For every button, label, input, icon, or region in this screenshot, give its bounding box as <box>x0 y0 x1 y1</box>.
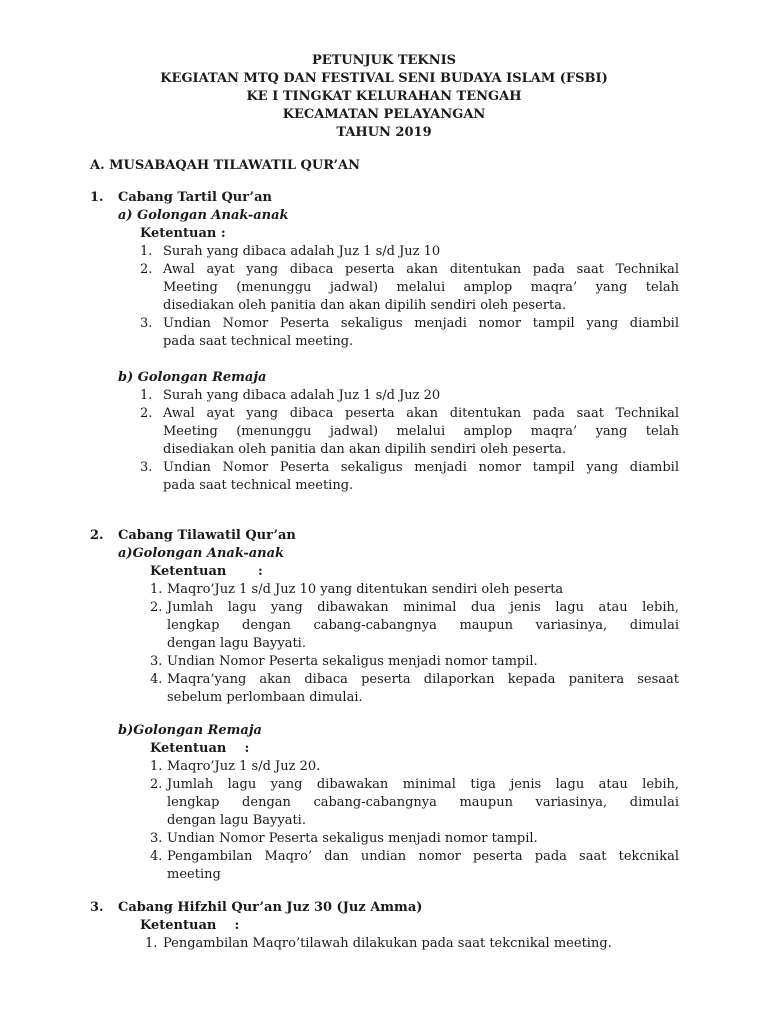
section-1-title: Cabang Tartil Qur’an <box>118 190 272 205</box>
list-item-continuation: Meeting (menunggu jadwal) melalui amplop maqra’ yang telah <box>163 280 679 295</box>
list-number: 1. <box>140 244 153 259</box>
list-number: 1. <box>145 936 158 951</box>
list-item-continuation: meeting <box>167 867 221 882</box>
section-2-number: 2. <box>90 528 104 543</box>
s1-group-b-label: b) Golongan Remaja <box>118 370 267 385</box>
list-item-continuation: sebelum perlombaan dimulai. <box>167 690 363 705</box>
list-item: Surah yang dibaca adalah Juz 1 s/d Juz 20 <box>163 388 441 403</box>
list-item-continuation: dengan lagu Bayyati. <box>167 813 306 828</box>
section-a-title: A. MUSABAQAH TILAWATIL QUR’AN <box>90 158 361 173</box>
list-item: Undian Nomor Peserta sekaligus menjadi nomor tampil. <box>167 654 538 669</box>
list-number: 3. <box>140 316 153 331</box>
s2-group-a-ketentuan: Ketentuan : <box>150 564 263 579</box>
list-item-continuation: disediakan oleh panitia dan akan dipilih sendiri oleh peserta. <box>163 298 567 313</box>
list-item: Awal ayat yang dibaca peserta akan ditentukan pada saat Technikal <box>163 262 679 277</box>
section-1-number: 1. <box>90 190 104 205</box>
list-item-continuation: pada saat technical meeting. <box>163 334 354 349</box>
header-line-2: KEGIATAN MTQ DAN FESTIVAL SENI BUDAYA ISLAM (FSBI) <box>160 71 608 86</box>
list-item: Undian Nomor Peserta sekaligus menjadi nomor tampil yang diambil <box>163 316 679 331</box>
s1-group-a-label: a) Golongan Anak-anak <box>118 208 289 223</box>
list-item: Surah yang dibaca adalah Juz 1 s/d Juz 10 <box>163 244 441 259</box>
s2-group-b-ketentuan: Ketentuan : <box>150 741 250 756</box>
list-number: 4. <box>150 672 163 687</box>
list-item: Undian Nomor Peserta sekaligus menjadi nomor tampil yang diambil <box>163 460 679 475</box>
s1-group-a-ketentuan: Ketentuan : <box>140 226 226 241</box>
list-number: 4. <box>150 849 163 864</box>
list-item-continuation: pada saat technical meeting. <box>163 478 354 493</box>
section-3-title: Cabang Hifzhil Qur’an Juz 30 (Juz Amma) <box>118 900 423 915</box>
list-number: 1. <box>140 388 153 403</box>
list-number: 2. <box>150 600 163 615</box>
s2-group-a-label: a)Golongan Anak-anak <box>118 546 285 561</box>
list-item-continuation: lengkap dengan cabang-cabangnya maupun variasinya, dimulai <box>167 618 679 633</box>
header-line-5: TAHUN 2019 <box>336 125 432 140</box>
list-item: Maqro’Juz 1 s/d Juz 20. <box>167 759 321 774</box>
list-item: Undian Nomor Peserta sekaligus menjadi nomor tampil. <box>167 831 538 846</box>
list-item: Maqra’yang akan dibaca peserta dilaporkan kepada panitera sesaat <box>167 672 679 687</box>
list-number: 1. <box>150 759 163 774</box>
list-item: Jumlah lagu yang dibawakan minimal dua jenis lagu atau lebih, <box>167 600 679 615</box>
header-line-3: KE I TINGKAT KELURAHAN TENGAH <box>246 89 522 104</box>
list-item: Awal ayat yang dibaca peserta akan ditentukan pada saat Technikal <box>163 406 679 421</box>
list-number: 2. <box>140 262 153 277</box>
section-2-title: Cabang Tilawatil Qur’an <box>118 528 296 543</box>
list-item-continuation: lengkap dengan cabang-cabangnya maupun variasinya, dimulai <box>167 795 679 810</box>
section-3-number: 3. <box>90 900 104 915</box>
document-header <box>0 52 768 142</box>
s3-ketentuan: Ketentuan : <box>140 918 240 933</box>
list-item: Maqro’Juz 1 s/d Juz 10 yang ditentukan sendiri oleh peserta <box>167 582 564 597</box>
list-item: Pengambilan Maqro’ dan undian nomor peserta pada saat tekcnikal <box>167 849 679 864</box>
list-item: Jumlah lagu yang dibawakan minimal tiga jenis lagu atau lebih, <box>167 777 679 792</box>
header-line-4: KECAMATAN PELAYANGAN <box>282 107 486 122</box>
s2-group-b-label: b)Golongan Remaja <box>118 723 262 738</box>
list-item-continuation: disediakan oleh panitia dan akan dipilih sendiri oleh peserta. <box>163 442 567 457</box>
list-number: 1. <box>150 582 163 597</box>
list-number: 3. <box>150 831 163 846</box>
list-number: 3. <box>140 460 153 475</box>
list-number: 3. <box>150 654 163 669</box>
list-item: Pengambilan Maqro’tilawah dilakukan pada saat tekcnikal meeting. <box>163 936 612 951</box>
list-number: 2. <box>140 406 153 421</box>
header-line-1: PETUNJUK TEKNIS <box>311 53 457 68</box>
list-number: 2. <box>150 777 163 792</box>
list-item-continuation: dengan lagu Bayyati. <box>167 636 306 651</box>
list-item-continuation: Meeting (menunggu jadwal) melalui amplop maqra’ yang telah <box>163 424 679 439</box>
